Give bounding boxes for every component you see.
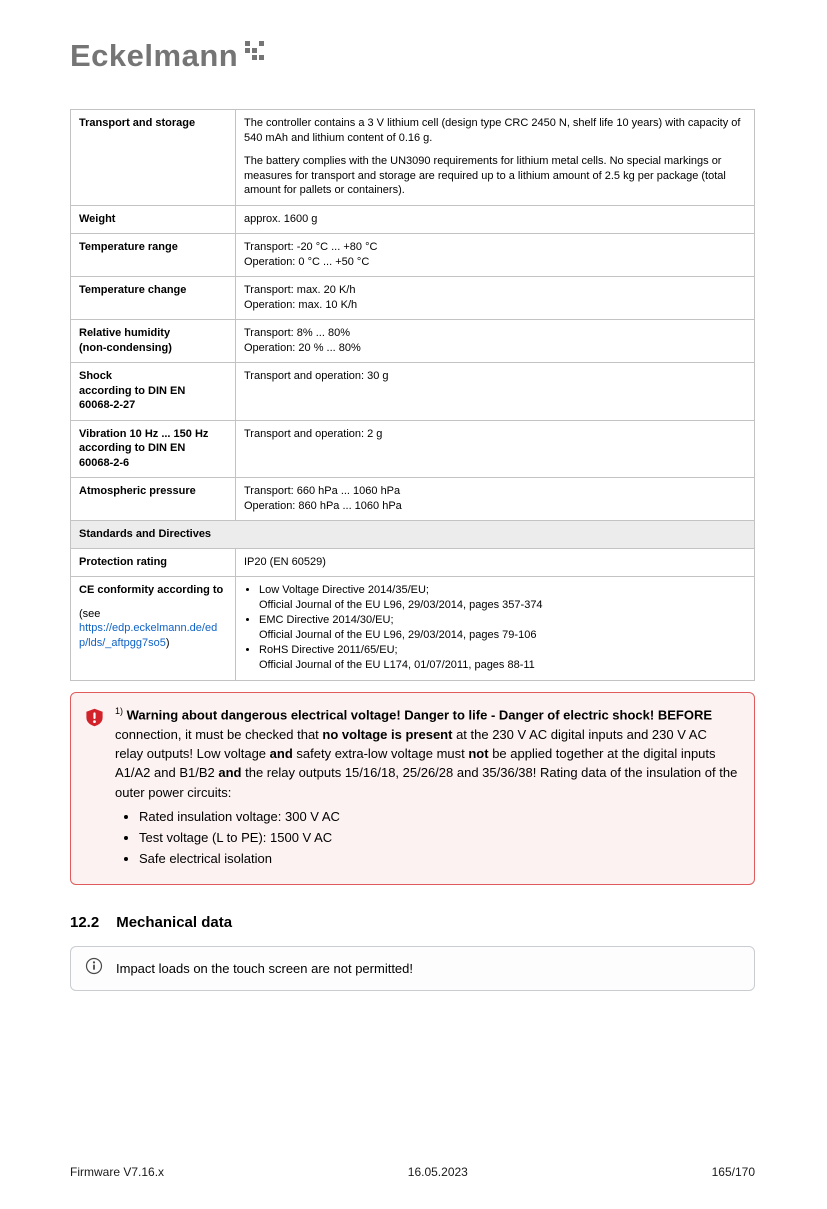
spec-label-line: 60068-2-27 bbox=[79, 399, 136, 412]
spec-value-line: Operation: 0 °C ... +50 °C bbox=[244, 255, 370, 268]
logo-pixel bbox=[245, 55, 250, 60]
warning-text-segment: safety extra-low voltage must bbox=[292, 746, 469, 762]
spec-value-line: Transport and operation: 2 g bbox=[244, 427, 383, 440]
directive-detail: Official Journal of the EU L96, 29/03/2014, pages 79-106 bbox=[259, 628, 537, 641]
spec-value-line: Operation: max. 10 K/h bbox=[244, 298, 358, 311]
directive-detail: Official Journal of the EU L174, 01/07/2011, pages 88-11 bbox=[259, 658, 535, 671]
eckelmann-logo bbox=[70, 40, 755, 71]
spec-value-cell bbox=[236, 577, 755, 681]
spec-label-line: Transport and storage bbox=[79, 117, 196, 129]
spec-value-cell bbox=[236, 320, 755, 363]
spec-value-cell bbox=[236, 420, 755, 478]
logo-pixel bbox=[245, 41, 250, 46]
spec-table-body bbox=[71, 110, 755, 681]
spec-label-line: Shock bbox=[79, 370, 113, 383]
warning-bullet-list bbox=[115, 807, 738, 869]
warning-superscript: 1) bbox=[115, 706, 124, 717]
table-row bbox=[71, 478, 755, 521]
spec-value-cell bbox=[236, 478, 755, 521]
spec-label-cell bbox=[71, 478, 236, 521]
warning-text-segment: the relay outputs 15/16/18, 25/26/28 and 35/36/38! Rating data of the insulation of the outer power circuits: bbox=[115, 765, 738, 800]
spec-value-cell bbox=[236, 548, 755, 577]
spec-label-line: according to DIN EN bbox=[79, 442, 186, 455]
spec-table bbox=[70, 109, 755, 681]
footer-firmware-version: Firmware V7.16.x bbox=[70, 1165, 165, 1179]
logo-pixel bbox=[252, 41, 257, 46]
heading-number: 12.2 bbox=[70, 913, 100, 931]
directive-title: • EMC Directive 2014/30/EU; bbox=[259, 614, 394, 627]
ce-edp-link[interactable]: https://edp.eckelmann.de/edp/lds/_aftpgg7so5 bbox=[79, 622, 218, 649]
table-row bbox=[71, 320, 755, 363]
spec-value-line: Transport: max. 20 K/h bbox=[244, 284, 356, 297]
spec-value-line: Transport: 660 hPa ... 1060 hPa bbox=[244, 485, 401, 498]
spec-label-line: according to DIN EN bbox=[79, 384, 186, 397]
ce-see-note: (see bbox=[79, 607, 101, 620]
spec-value-paragraph: The battery complies with the UN3090 requirements for lithium metal cells. No special markings or measures for transport and storage are required up to a lithium amount of 2.5 kg per package (total amount for pallets or containers). bbox=[244, 155, 726, 197]
table-row bbox=[71, 277, 755, 320]
spec-value-line: Operation: 20 % ... 80% bbox=[244, 341, 361, 354]
spec-value-line: Transport: -20 °C ... +80 °C bbox=[244, 241, 378, 254]
logo-pixel bbox=[252, 48, 257, 53]
warning-text-bold: and bbox=[218, 765, 242, 781]
warning-text-segment: connection, it must be checked that bbox=[115, 727, 323, 742]
warning-bullet: • Test voltage (L to PE): 1500 V AC bbox=[139, 828, 738, 847]
info-text: Impact loads on the touch screen are not permitted! bbox=[116, 960, 414, 976]
spec-label-line: Atmospheric pressure bbox=[79, 485, 196, 498]
spec-label-line: Protection rating bbox=[79, 555, 168, 568]
spec-value-cell bbox=[236, 277, 755, 320]
ce-label: CE conformity according to bbox=[79, 584, 224, 597]
warning-icon bbox=[85, 708, 104, 870]
directive-title: • RoHS Directive 2011/65/EU; bbox=[259, 644, 398, 657]
spec-value-line: Transport and operation: 30 g bbox=[244, 370, 389, 383]
logo-pixel bbox=[259, 48, 264, 53]
page-content bbox=[0, 40, 827, 991]
spec-value-line: Transport: 8% ... 80% bbox=[244, 327, 350, 340]
spec-value-line: Operation: 860 hPa ... 1060 hPa bbox=[244, 499, 402, 512]
warning-text-segment: at the 230 V AC digital inputs and 230 V AC relay outputs! Low voltage bbox=[115, 727, 707, 762]
spec-value-cell bbox=[236, 110, 755, 206]
warning-text-bold: no voltage is present bbox=[322, 727, 453, 742]
spec-value-cell bbox=[236, 234, 755, 277]
warning-bullet: • Safe electrical isolation bbox=[139, 849, 738, 868]
logo-wordmark: Eckelmann bbox=[70, 38, 239, 73]
ce-link-wrap: https://edp.eckelmann.de/edp/lds/_aftpgg7so5) bbox=[79, 622, 218, 649]
warning-text bbox=[115, 705, 738, 802]
spec-value-cell bbox=[236, 363, 755, 421]
spec-label-cell bbox=[71, 205, 236, 234]
spec-label-cell bbox=[71, 320, 236, 363]
info-icon bbox=[85, 957, 103, 980]
spec-value-line: approx. 1600 g bbox=[244, 212, 318, 225]
spec-label-cell bbox=[71, 548, 236, 577]
logo-pixel bbox=[252, 55, 257, 60]
warning-text-segment: be applied together at the digital inputs A1/A2 and B1/B2 bbox=[115, 746, 716, 781]
directive-title: • Low Voltage Directive 2014/35/EU; bbox=[259, 584, 429, 597]
warning-text-bold: Warning about dangerous electrical voltage! Danger to life - Danger of electric shock! bbox=[126, 707, 658, 723]
directive-item bbox=[259, 613, 745, 642]
spec-value-cell bbox=[236, 205, 755, 234]
heading-title: Mechanical data bbox=[116, 913, 233, 931]
spec-label-line: Weight bbox=[79, 212, 116, 225]
spec-label-cell bbox=[71, 577, 236, 681]
logo-pixel bbox=[259, 55, 264, 60]
table-row bbox=[71, 110, 755, 206]
spec-label-cell bbox=[71, 420, 236, 478]
warning-text-bold: not bbox=[468, 746, 489, 762]
table-row bbox=[71, 548, 755, 577]
info-box bbox=[70, 946, 755, 991]
directive-list bbox=[244, 583, 745, 672]
spec-label-cell bbox=[71, 234, 236, 277]
table-row bbox=[71, 205, 755, 234]
spec-label-line: 60068-2-6 bbox=[79, 456, 130, 469]
spec-value-line: IP20 (EN 60529) bbox=[244, 555, 326, 568]
logo-pixel bbox=[259, 41, 264, 46]
table-row bbox=[71, 577, 755, 681]
warning-body bbox=[115, 705, 738, 870]
footer-date: 16.05.2023 bbox=[407, 1165, 468, 1179]
logo-pixel bbox=[245, 48, 250, 53]
warning-text-bold: BEFORE bbox=[657, 707, 712, 723]
spec-label-cell bbox=[71, 110, 236, 206]
document-page bbox=[0, 40, 827, 1209]
spec-value-paragraph: The controller contains a 3 V lithium cell (design type CRC 2450 N, shelf life 10 years) with capacity of 540 mAh and lithium content of 0.16 g. bbox=[244, 117, 741, 144]
warning-bullet: • Rated insulation voltage: 300 V AC bbox=[139, 807, 738, 826]
spec-label-line: Temperature range bbox=[79, 241, 178, 254]
spec-label-line: Relative humidity bbox=[79, 327, 171, 340]
warning-text-bold: and bbox=[269, 746, 293, 762]
spec-label-cell bbox=[71, 277, 236, 320]
directive-item bbox=[259, 643, 745, 672]
section-heading bbox=[70, 914, 755, 931]
spec-label-line: Vibration 10 Hz ... 150 Hz bbox=[79, 427, 209, 440]
directive-item bbox=[259, 583, 745, 612]
table-row bbox=[71, 521, 755, 549]
spec-label-line: Temperature change bbox=[79, 284, 187, 297]
table-section-header: Standards and Directives bbox=[71, 521, 755, 549]
warning-box bbox=[70, 692, 755, 884]
table-row bbox=[71, 234, 755, 277]
footer-page-number: 165/170 bbox=[711, 1165, 755, 1179]
spec-label-line: (non-condensing) bbox=[79, 341, 172, 354]
logo-pixel-grid-icon bbox=[245, 41, 264, 60]
spec-label-cell bbox=[71, 363, 236, 421]
table-row bbox=[71, 420, 755, 478]
table-row bbox=[71, 363, 755, 421]
directive-detail: Official Journal of the EU L96, 29/03/2014, pages 357-374 bbox=[259, 598, 543, 611]
footer bbox=[70, 1165, 755, 1179]
